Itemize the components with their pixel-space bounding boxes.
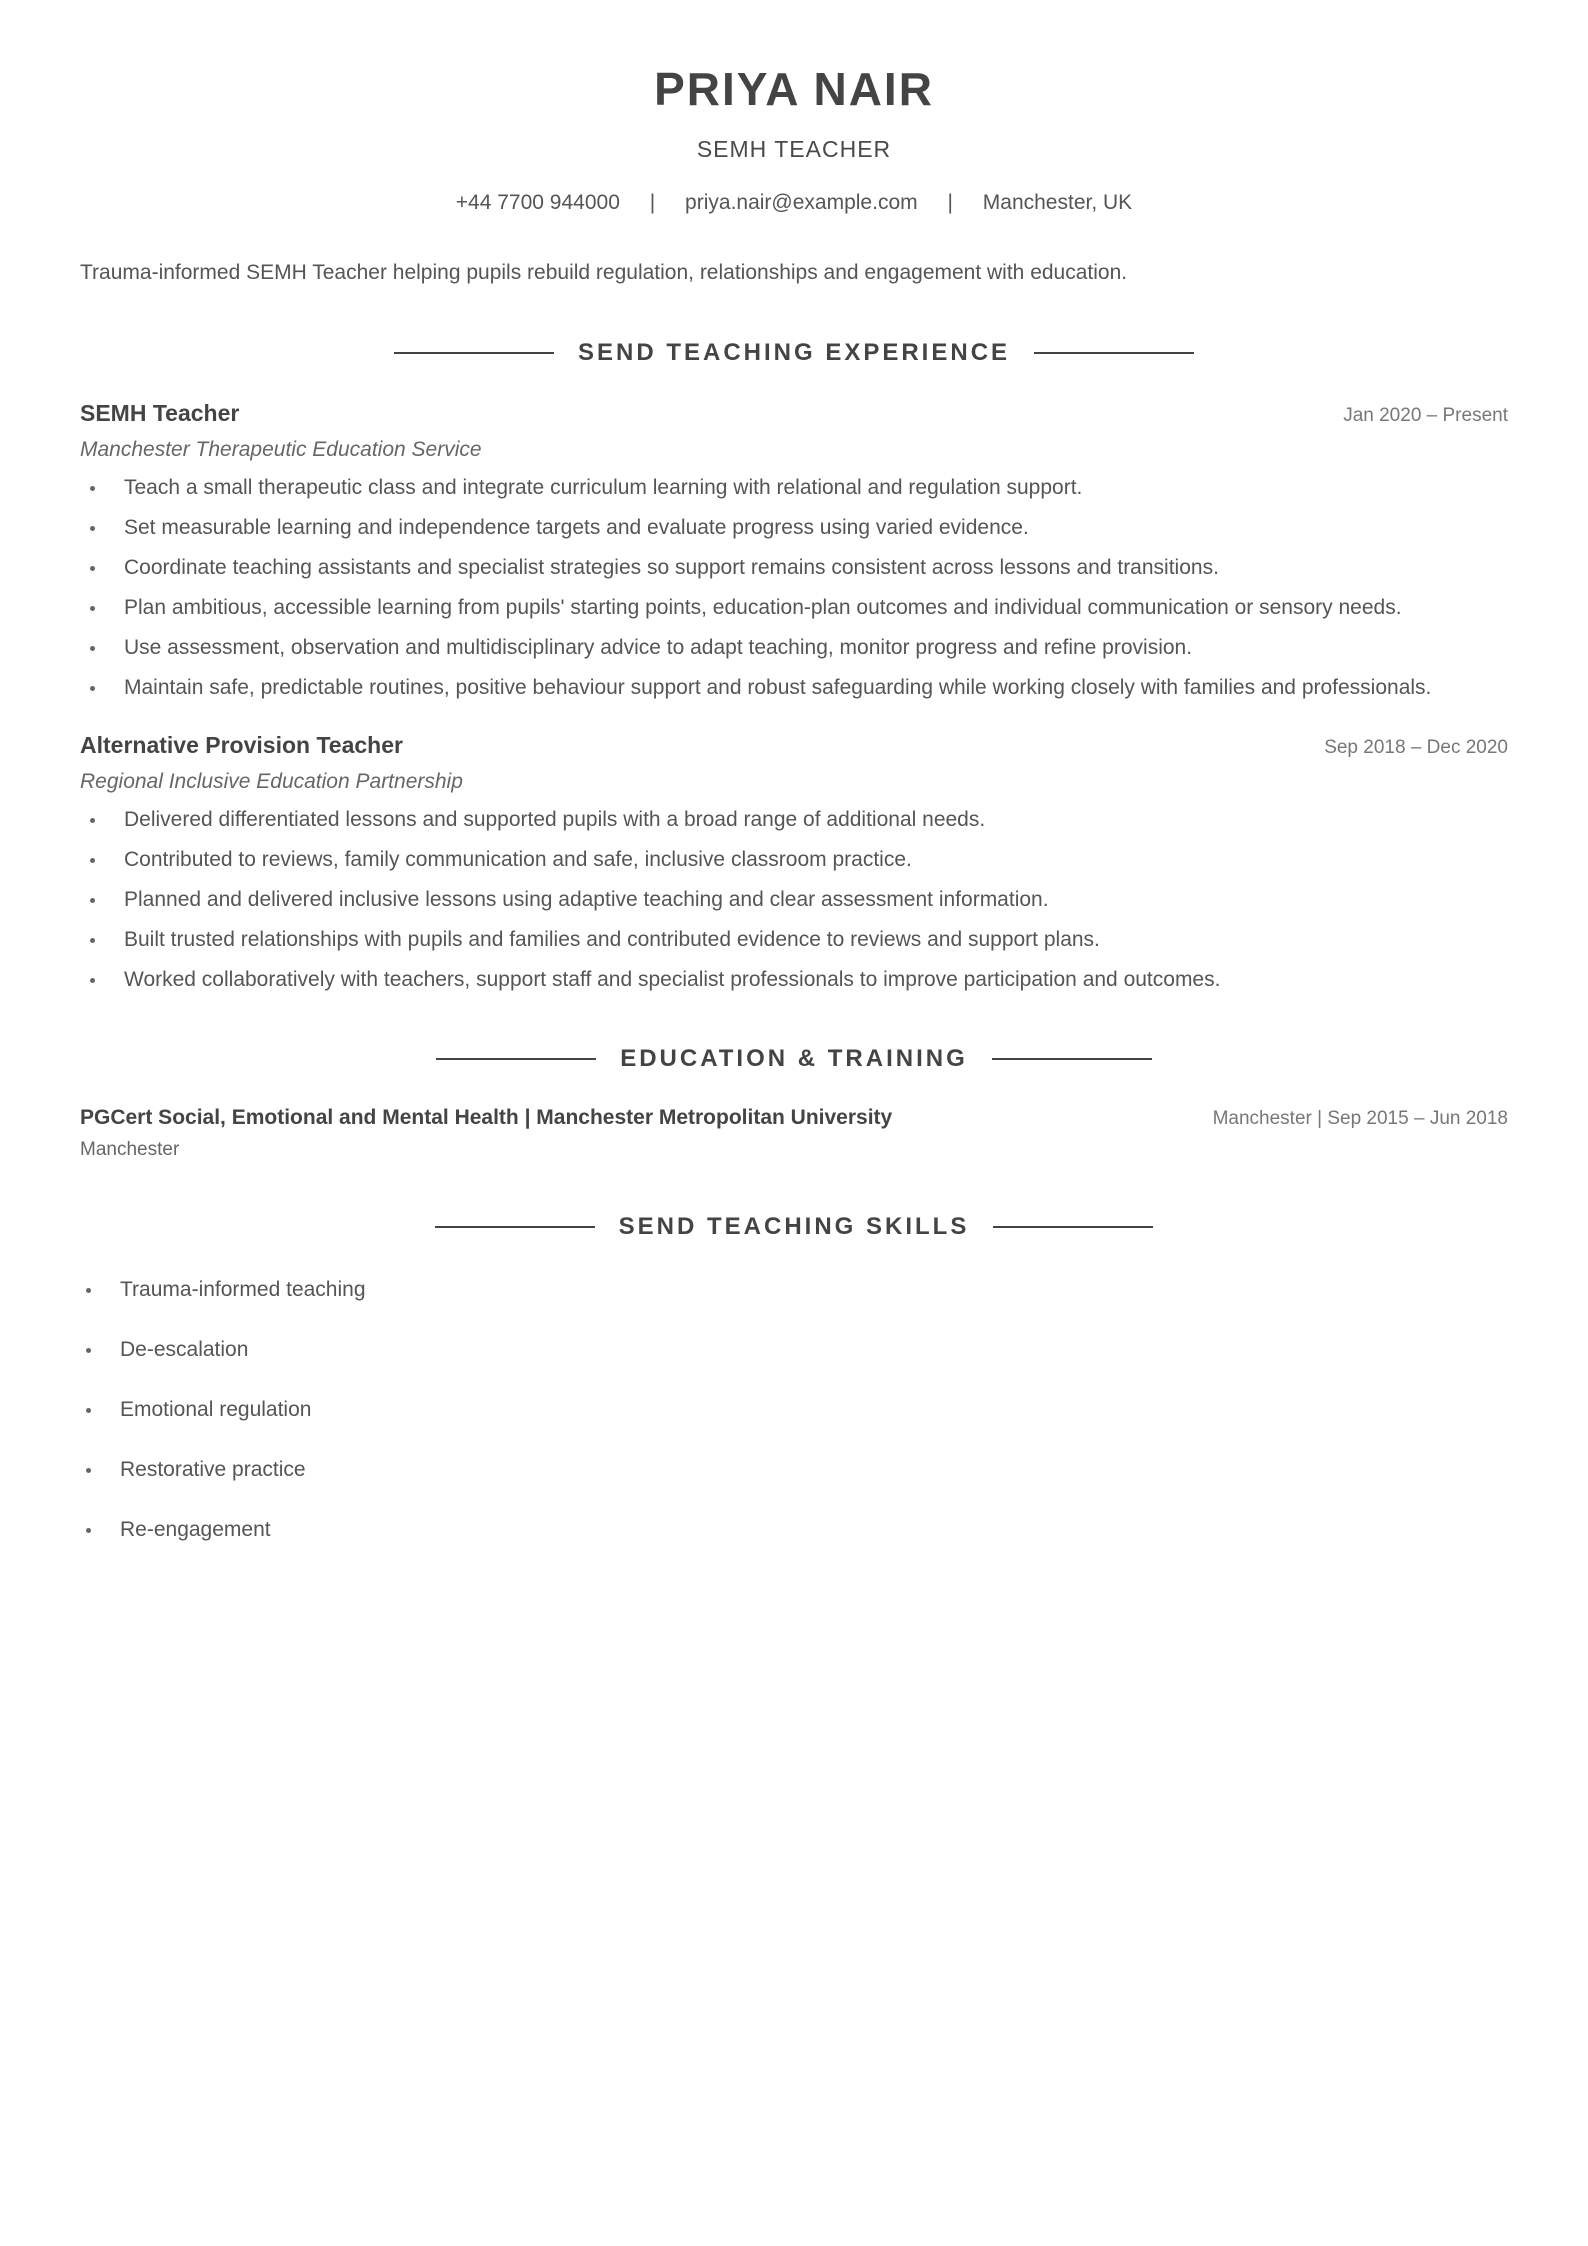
skills-heading	[80, 1212, 1508, 1242]
heading-rule	[1034, 352, 1194, 354]
contact-separator: |	[947, 191, 953, 214]
heading-rule	[992, 1058, 1152, 1060]
job-bullet: Coordinate teaching assistants and specialist strategies so support remains consistent across lessons and transitions.	[80, 554, 1508, 582]
job-bullet: Maintain safe, predictable routines, positive behaviour support and robust safeguarding while working closely with families and professionals.	[80, 674, 1508, 702]
job-organisation: Manchester Therapeutic Education Service	[80, 438, 482, 461]
job-bullet: Set measurable learning and independence targets and evaluate progress using varied evidence.	[80, 514, 1508, 542]
contact-separator: |	[649, 191, 656, 214]
job-bullet: Use assessment, observation and multidisciplinary advice to adapt teaching, monitor progress and refine provision.	[80, 634, 1508, 662]
job-title: Alternative Provision Teacher	[80, 732, 403, 758]
job-dates: Sep 2018 – Dec 2020	[1324, 737, 1508, 758]
contact-phone: +44 7700 944000	[455, 191, 620, 214]
skill-item: Emotional regulation	[80, 1396, 1508, 1424]
job-title: SEMH Teacher	[80, 400, 240, 426]
heading-rule	[993, 1226, 1153, 1228]
skill-item: Trauma-informed teaching	[80, 1276, 1508, 1304]
job-bullet: Planned and delivered inclusive lessons using adaptive teaching and clear assessment information.	[80, 886, 1508, 914]
contact-line	[80, 188, 1508, 218]
education-location: Manchester	[80, 1139, 180, 1160]
education-header	[80, 1104, 1508, 1132]
skill-item: De-escalation	[80, 1336, 1508, 1364]
job-entry	[80, 730, 1508, 994]
contact-email: priya.nair@example.com	[685, 191, 918, 214]
experience-heading-title: SEND TEACHING EXPERIENCE	[577, 339, 1011, 366]
job-bullets	[80, 474, 1508, 702]
skill-item: Restorative practice	[80, 1456, 1508, 1484]
profile-summary: Trauma-informed SEMH Teacher helping pupils rebuild regulation, relationships and engagement with education.	[80, 261, 1128, 284]
education-heading-title: EDUCATION & TRAINING	[620, 1045, 968, 1072]
heading-rule	[394, 352, 554, 354]
heading-rule	[435, 1226, 595, 1228]
job-organisation: Regional Inclusive Education Partnership	[80, 770, 463, 793]
job-bullet: Delivered differentiated lessons and supported pupils with a broad range of additional needs.	[80, 806, 1508, 834]
job-header	[80, 398, 1508, 428]
job-bullet: Built trusted relationships with pupils and families and contributed evidence to reviews and support plans.	[80, 926, 1508, 954]
job-entry	[80, 398, 1508, 702]
education-entry	[80, 1104, 1508, 1162]
skills-heading-title: SEND TEACHING SKILLS	[618, 1213, 970, 1240]
contact-location: Manchester, UK	[982, 191, 1133, 214]
job-bullet: Plan ambitious, accessible learning from pupils' starting points, education-plan outcomes and individual communication or sensory needs.	[80, 594, 1508, 622]
heading-rule	[436, 1058, 596, 1060]
skills-list	[80, 1276, 1508, 1544]
job-bullet: Contributed to reviews, family communication and safe, inclusive classroom practice.	[80, 846, 1508, 874]
skill-item: Re-engagement	[80, 1516, 1508, 1544]
education-meta: Manchester | Sep 2015 – Jun 2018	[1212, 1108, 1508, 1129]
education-heading	[80, 1044, 1508, 1074]
job-header	[80, 730, 1508, 760]
candidate-role: SEMH TEACHER	[696, 136, 892, 162]
job-dates: Jan 2020 – Present	[1343, 405, 1508, 426]
education-title: PGCert Social, Emotional and Mental Health | Manchester Metropolitan University	[80, 1106, 893, 1129]
job-bullets	[80, 806, 1508, 994]
job-bullet: Worked collaboratively with teachers, support staff and specialist professionals to improve participation and outcomes.	[80, 966, 1508, 994]
job-bullet: Teach a small therapeutic class and integrate curriculum learning with relational and regulation support.	[80, 474, 1508, 502]
candidate-name: PRIYA NAIR	[654, 63, 934, 115]
experience-heading	[80, 338, 1508, 368]
